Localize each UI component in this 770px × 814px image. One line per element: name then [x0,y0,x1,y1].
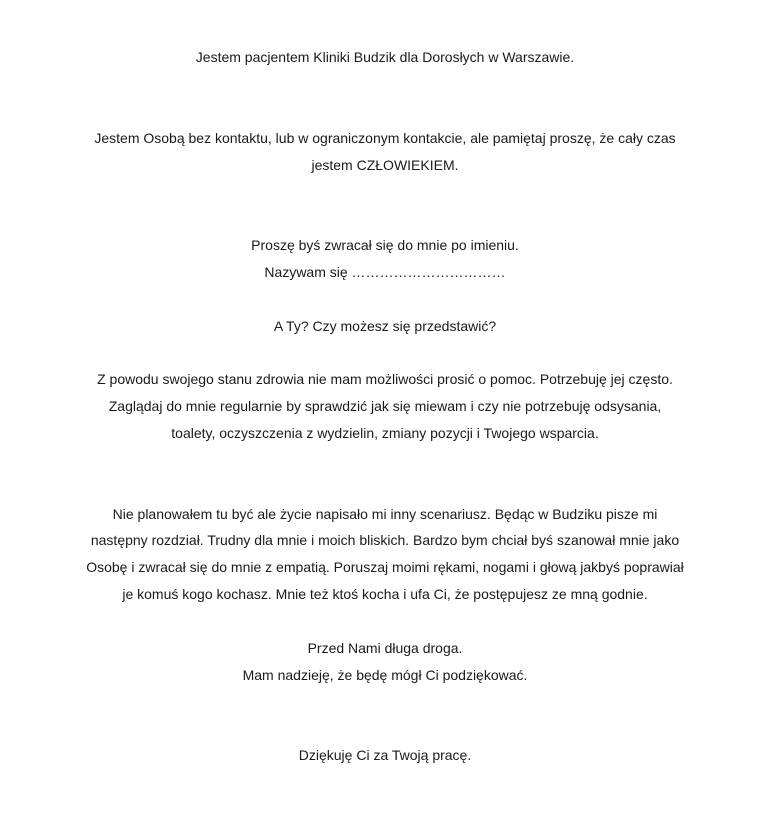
help-line-1: Z powodu swojego stanu zdrowia nie mam możliwości prosić o pomoc. Potrzebuję jej często. [97,371,673,387]
story-line-3: Osobę i zwracał się do mnie z empatią. Poruszaj moimi rękami, nogami i głową jakbyś poprawiał [86,559,684,575]
name-request-line: Proszę byś zwracał się do mnie po imieniu. [251,237,519,253]
story-line-1: Nie planowałem tu być ale życie napisało mi inny scenariusz. Będąc w Budziku pisze mi [112,506,658,522]
story-line-4: je komuś kogo kochasz. Mnie też ktoś kocha i ufa Ci, że postępujesz ze mną godnie. [122,586,648,602]
intro-line: Jestem pacjentem Kliniki Budzik dla Dorosłych w Warszawie. [195,49,575,65]
road-line: Przed Nami długa droga. [307,640,463,656]
story-line-2: następny rozdział. Trudny dla mnie i moich bliskich. Bardzo bym chciał byś szanował mnie jako [90,532,680,548]
help-line-2: Zaglądaj do mnie regularnie by sprawdzić jak się miewam i czy nie potrzebuję odsysania, [108,398,662,414]
help-line-3: toalety, oczyszczenia z wydzielin, zmiany pozycji i Twojego wsparcia. [171,425,599,441]
thanks-line: Dziękuję Ci za Twoją pracę. [298,747,472,763]
name-line: Nazywam się …………………………… [264,264,506,280]
contact-line-1: Jestem Osobą bez kontaktu, lub w ograniczonym kontakcie, ale pamiętaj proszę, że cały czas [94,130,676,146]
contact-line-2: jestem CZŁOWIEKIEM. [311,157,459,173]
introduce-question-line: A Ty? Czy możesz się przedstawić? [273,318,497,334]
hope-line: Mam nadzieję, że będę mógł Ci podziękować. [242,667,528,683]
